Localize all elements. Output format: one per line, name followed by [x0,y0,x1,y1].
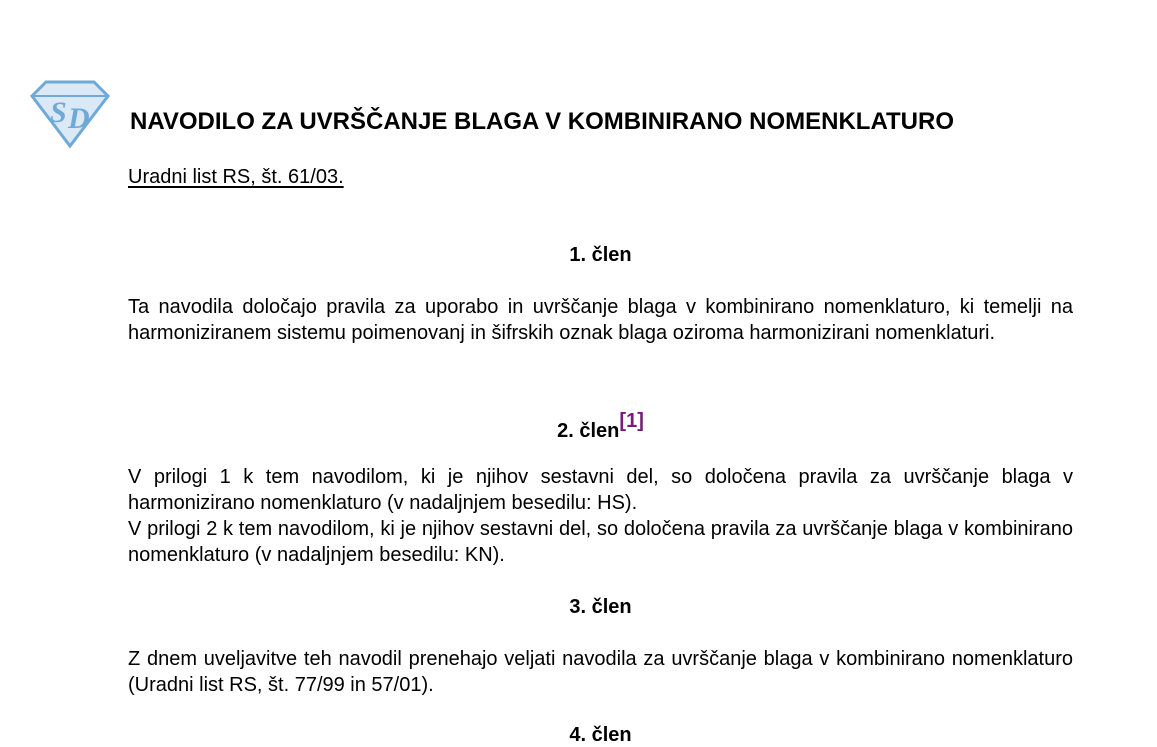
article-3-body [128,646,1073,698]
gazette-reference[interactable]: Uradni list RS, št. 61/03. [128,166,344,188]
article-paragraph: Ta navodila določajo pravila za uporabo in uvrščanje blaga v kombinirano nomenklaturo, ki temelji na harmoniziranem sistemu poimenovanj in šifrskih oznak blaga oziroma harmonizirani nomenklaturi. [128,296,1073,344]
diamond-logo-icon [28,78,112,150]
article-paragraph: V prilogi 2 k tem navodilom, ki je njihov sestavni del, so določena pravila za uvrščanje blaga v kombinirano nomenklaturo (v nadaljnjem besedilu: KN). [128,518,1073,566]
article-paragraph: V prilogi 1 k tem navodilom, ki je njihov sestavni del, so določena pravila za uvrščanje blaga v harmonizirano nomenklaturo (v nadaljnjem besedilu: HS). [128,466,1073,514]
article-heading-text: 4. člen [569,724,632,746]
svg-text:D: D [68,102,90,135]
svg-text:S: S [50,96,67,129]
article-paragraph: Z dnem uveljavitve teh navodil prenehajo veljati navodila za uvrščanje blaga v kombinirano nomenklaturo (Uradni list RS, št. 77/99 in 57/01). [128,648,1073,696]
article-heading-text: 1. člen [569,244,632,266]
footnote-link[interactable]: [1] [619,410,644,432]
article-heading-text: 2. člen [557,420,620,442]
article-1-heading [128,244,1073,267]
article-1-body [128,294,1073,346]
document-title: NAVODILO ZA UVRŠČANJE BLAGA V KOMBINIRANO NOMENKLATURO [130,108,954,135]
article-4-heading [128,724,1073,747]
sd-diamond-logo [28,78,112,150]
article-heading-text: 3. člen [569,596,632,618]
article-3-heading [128,596,1073,619]
article-2-body [128,464,1073,568]
article-2-heading [128,410,1073,443]
